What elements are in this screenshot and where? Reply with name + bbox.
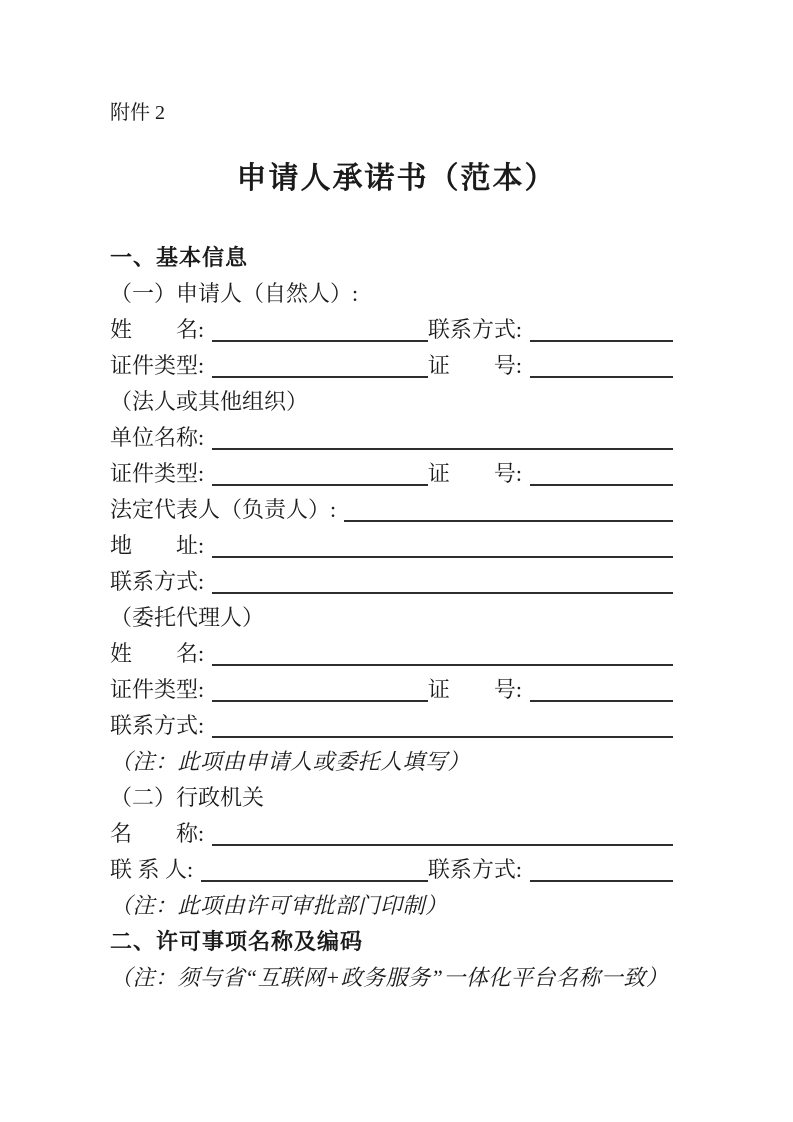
id-number-blank[interactable] xyxy=(530,484,673,486)
row-name-contact xyxy=(110,312,673,348)
note-text: （注：此项由申请人或委托人填写） xyxy=(110,749,471,774)
document-title: 申请人承诺书（范本） xyxy=(236,162,557,195)
organ-name-label: 名 称: xyxy=(110,821,205,846)
row-organ-contact-person xyxy=(110,852,673,888)
id-number-label: 证 号: xyxy=(427,677,522,702)
contact-label: 联系方式: xyxy=(427,857,522,882)
address-label: 地 址: xyxy=(110,533,205,558)
row-org-contact xyxy=(110,564,673,600)
row-org-id-type-number xyxy=(110,456,673,492)
name-blank[interactable] xyxy=(212,340,428,342)
attachment-label: 附件 2 xyxy=(110,102,165,124)
contact-blank[interactable] xyxy=(212,736,673,738)
id-type-blank[interactable] xyxy=(212,484,428,486)
row-agent-contact xyxy=(110,708,673,744)
section-2-heading xyxy=(110,924,673,960)
name-blank[interactable] xyxy=(212,664,673,666)
row-agent-id-type-number xyxy=(110,672,673,708)
contact-person-label: 联 系 人: xyxy=(110,857,194,882)
subsection-legal-person-org xyxy=(110,384,673,420)
subsection-applicant-natural-person xyxy=(110,276,673,312)
contact-blank[interactable] xyxy=(530,340,673,342)
id-type-label: 证件类型: xyxy=(110,677,205,702)
row-legal-representative xyxy=(110,492,673,528)
id-type-blank[interactable] xyxy=(212,700,428,702)
name-label: 姓 名: xyxy=(110,641,205,666)
row-id-type-number xyxy=(110,348,673,384)
subsection-entrusted-agent xyxy=(110,600,673,636)
id-number-blank[interactable] xyxy=(530,376,673,378)
subsection-label: （委托代理人） xyxy=(110,605,265,630)
section-1-heading xyxy=(110,240,673,276)
form-body xyxy=(110,240,673,996)
note-platform-name xyxy=(110,960,673,996)
row-org-name xyxy=(110,420,673,456)
id-number-label: 证 号: xyxy=(427,461,522,486)
subsection-label: （法人或其他组织） xyxy=(110,389,309,414)
name-label: 姓 名: xyxy=(110,317,205,342)
legal-representative-label: 法定代表人（负责人）: xyxy=(110,497,337,522)
section-heading-text: 一、基本信息 xyxy=(110,245,249,270)
org-name-label: 单位名称: xyxy=(110,425,205,450)
contact-person-blank[interactable] xyxy=(201,880,428,882)
note-text: （注：须与省“互联网+政务服务”一体化平台名称一致） xyxy=(110,965,669,990)
contact-blank[interactable] xyxy=(530,880,673,882)
note-printed-by-department xyxy=(110,888,673,924)
row-organ-name xyxy=(110,816,673,852)
id-number-label: 证 号: xyxy=(427,353,522,378)
contact-blank[interactable] xyxy=(212,592,673,594)
address-blank[interactable] xyxy=(212,556,673,558)
subsection-label: （二）行政机关 xyxy=(110,785,265,810)
legal-representative-blank[interactable] xyxy=(344,520,673,522)
id-type-label: 证件类型: xyxy=(110,461,205,486)
id-type-label: 证件类型: xyxy=(110,353,205,378)
note-text: （注：此项由许可审批部门印制） xyxy=(110,893,448,918)
org-name-blank[interactable] xyxy=(212,448,673,450)
id-type-blank[interactable] xyxy=(212,376,428,378)
row-address xyxy=(110,528,673,564)
subsection-label: （一）申请人（自然人）: xyxy=(110,281,359,306)
organ-name-blank[interactable] xyxy=(212,844,673,846)
row-agent-name xyxy=(110,636,673,672)
id-number-blank[interactable] xyxy=(530,700,673,702)
contact-label: 联系方式: xyxy=(427,317,522,342)
contact-label: 联系方式: xyxy=(110,713,205,738)
subsection-administrative-organ xyxy=(110,780,673,816)
section-heading-text: 二、许可事项名称及编码 xyxy=(110,929,364,954)
note-applicant-fill xyxy=(110,744,673,780)
contact-label: 联系方式: xyxy=(110,569,205,594)
